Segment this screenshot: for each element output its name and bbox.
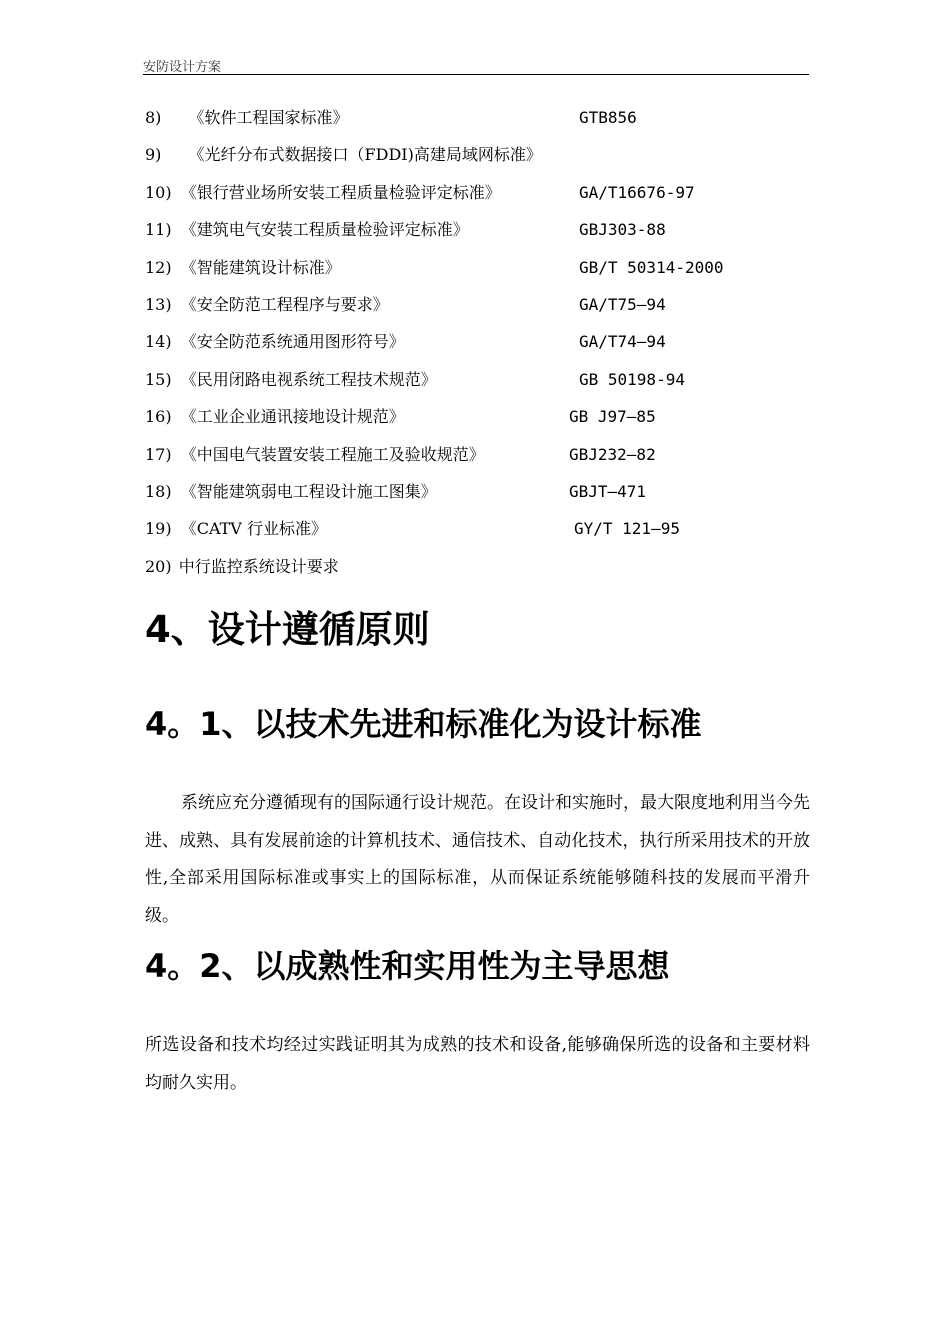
list-item bbox=[145, 442, 825, 479]
list-item-number: 18) bbox=[145, 481, 172, 501]
list-item bbox=[145, 367, 825, 404]
list-item bbox=[145, 516, 825, 553]
list-item-title: 《智能建筑弱电工程设计施工图集》 bbox=[180, 481, 437, 501]
list-item-code: GB 50198-94 bbox=[579, 369, 685, 389]
page-header bbox=[143, 56, 809, 75]
list-item-title: 《民用闭路电视系统工程技术规范》 bbox=[180, 369, 437, 389]
list-item bbox=[145, 255, 825, 292]
list-item-code: GBJ232—82 bbox=[569, 444, 656, 464]
list-item-title: 《光纤分布式数据接口（FDDI)高建局域网标准》 bbox=[188, 145, 542, 165]
list-item-code: GTB856 bbox=[579, 108, 637, 127]
list-item-number: 12) bbox=[145, 257, 172, 277]
list-item-number: 14) bbox=[145, 332, 172, 352]
list-item bbox=[145, 142, 825, 179]
list-item-number: 9) bbox=[145, 145, 162, 165]
list-item-title: 《建筑电气安装工程质量检验评定标准》 bbox=[180, 220, 469, 240]
list-item bbox=[145, 292, 825, 329]
list-item-code: GA/T16676-97 bbox=[579, 182, 695, 202]
list-item-title: 《安全防范工程程序与要求》 bbox=[180, 294, 389, 314]
list-item-number: 16) bbox=[145, 407, 172, 427]
list-item-title: 《安全防范系统通用图形符号》 bbox=[180, 332, 405, 352]
list-item-code: GB J97—85 bbox=[569, 407, 656, 427]
list-item-title: 《工业企业通讯接地设计规范》 bbox=[180, 407, 405, 427]
list-item-code: GB/T 50314-2000 bbox=[579, 257, 724, 277]
list-item bbox=[145, 105, 825, 142]
list-item-code: GBJ303-88 bbox=[579, 220, 666, 240]
list-item-number: 20) bbox=[145, 556, 172, 576]
list-item-title: 《中国电气装置安装工程施工及验收规范》 bbox=[180, 444, 485, 464]
reference-standards-list bbox=[145, 105, 825, 591]
list-item bbox=[145, 404, 825, 441]
list-item-number: 13) bbox=[145, 294, 172, 314]
header-title: 安防设计方案 bbox=[143, 60, 222, 75]
list-item bbox=[145, 180, 825, 217]
list-item-code: GA/T74—94 bbox=[579, 332, 666, 352]
list-item-title: 中行监控系统设计要求 bbox=[178, 556, 339, 576]
list-item-number: 19) bbox=[145, 519, 172, 539]
subsection-heading: 4。2、以成熟性和实用性为主导思想 bbox=[145, 947, 670, 985]
list-item-number: 11) bbox=[145, 220, 172, 240]
list-item bbox=[145, 554, 825, 591]
list-item-title: 《CATV 行业标准》 bbox=[180, 519, 327, 539]
list-item-code: GY/T 121—95 bbox=[574, 519, 680, 539]
list-item-code: GBJT—471 bbox=[569, 481, 647, 501]
list-item-number: 15) bbox=[145, 369, 172, 389]
list-item-code: GA/T75—94 bbox=[579, 294, 666, 314]
list-item bbox=[145, 479, 825, 516]
body-paragraph: 系统应充分遵循现有的国际通行设计规范。在设计和实施时，最大限度地利用当今先进、成熟、具有发展前途的计算机技术、通信技术、自动化技术，执行所采用技术的开放性,全部采用国际标准或事实上的国际标准，从而保证系统能够随科技的发展而平滑升级。 bbox=[145, 793, 810, 926]
list-item-number: 8) bbox=[145, 108, 162, 127]
section-heading: 4、设计遵循原则 bbox=[145, 608, 430, 651]
list-item-number: 10) bbox=[145, 182, 172, 202]
list-item bbox=[145, 217, 825, 254]
list-item-title: 《软件工程国家标准》 bbox=[188, 108, 349, 127]
list-item-number: 17) bbox=[145, 444, 172, 464]
subsection-heading: 4。1、以技术先进和标准化为设计标准 bbox=[145, 705, 702, 743]
list-item-title: 《银行营业场所安装工程质量检验评定标准》 bbox=[180, 182, 501, 202]
body-paragraph: 所选设备和技术均经过实践证明其为成熟的技术和设备,能够确保所选的设备和主要材料均耐久实用。 bbox=[145, 1035, 810, 1093]
list-item-title: 《智能建筑设计标准》 bbox=[180, 257, 341, 277]
list-item bbox=[145, 329, 825, 366]
